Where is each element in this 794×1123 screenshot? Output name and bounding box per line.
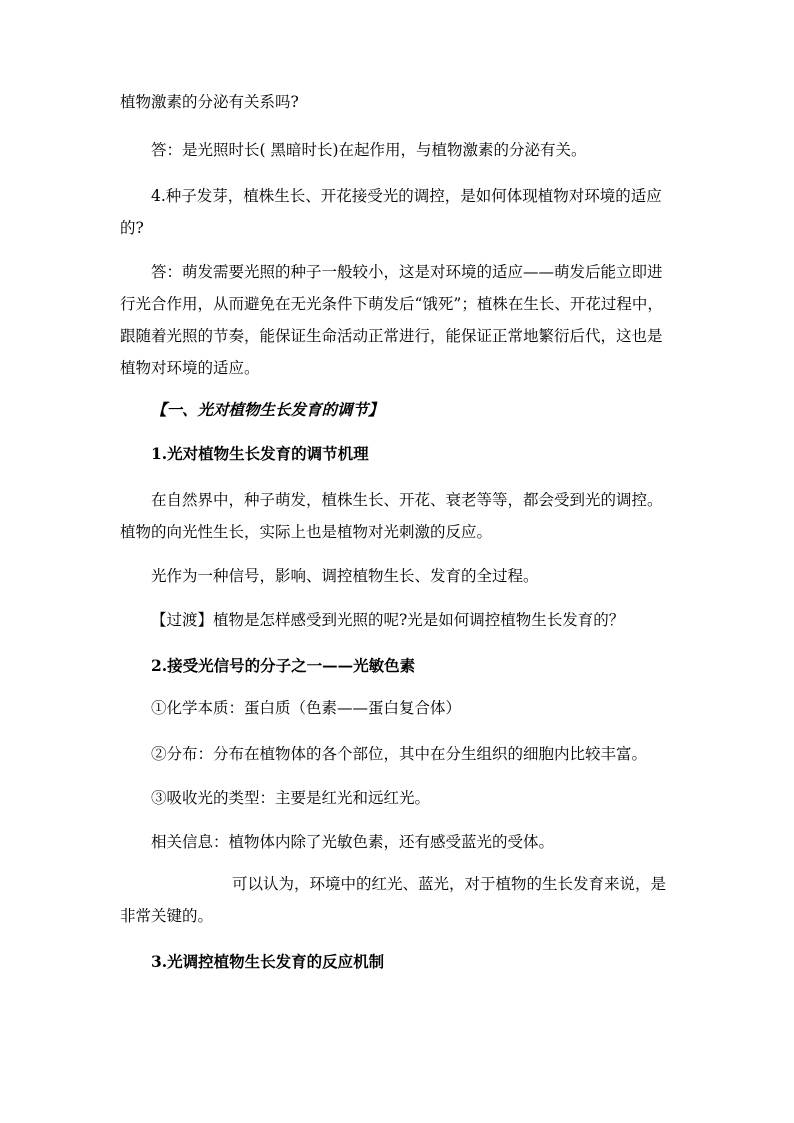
subheading-3: 3.光调控植物生长发育的反应机制: [151, 952, 385, 971]
paragraph-conclusion: 可以认为，环境中的红光、蓝光，对于植物的生长发育来说，是非常关键的。: [120, 875, 667, 925]
paragraph-question-4: 4.种子发芽，植株生长、开花接受光的调控，是如何体现植物对环境的适应的?: [120, 187, 662, 237]
list-item-chemical-nature: ①化学本质：蛋白质（色素——蛋白复合体）: [151, 699, 462, 717]
list-item-distribution: ②分布：分布在植物体的各个部位，其中在分生组织的细胞内比较丰富。: [151, 745, 648, 763]
list-item-absorption: ③吸收光的类型：主要是红光和远红光。: [151, 789, 431, 807]
paragraph-answer-4: 答：萌发需要光照的种子一般较小，这是对环境的适应——萌发后能立即进行光合作用，从而避免在无光条件下萌发后“饿死”；植株在生长、开花过程中，跟随着光照的节奏，能保证生命活动正常进行，能保证正常地繁衍后代，这也是植物对环境的适应。: [120, 263, 663, 377]
paragraph-answer-3: 答：是光照时长( 黑暗时长)在起作用，与植物激素的分泌有关。: [151, 141, 587, 159]
paragraph-transition: 【过渡】植物是怎样感受到光照的呢?光是如何调控植物生长发育的？: [151, 611, 625, 629]
paragraph-question-continuation: 植物激素的分泌有关系吗?: [120, 93, 299, 111]
section-heading-1: 【一、光对植物生长发育的调节】: [151, 400, 384, 419]
paragraph-related-info: 相关信息：植物体内除了光敏色素，还有感受蓝光的受体。: [151, 833, 555, 851]
paragraph-light-regulation: 在自然界中，种子萌发，植株生长、开花、衰老等等，都会受到光的调控。植物的向光性生长，实际上也是植物对光刺激的反应。: [120, 491, 663, 541]
paragraph-light-signal: 光作为一种信号，影响、调控植物生长、发育的全过程。: [151, 567, 539, 585]
subheading-1: 1.光对植物生长发育的调节机理: [151, 444, 369, 463]
subheading-2: 2.接受光信号的分子之一——光敏色素: [151, 656, 416, 675]
